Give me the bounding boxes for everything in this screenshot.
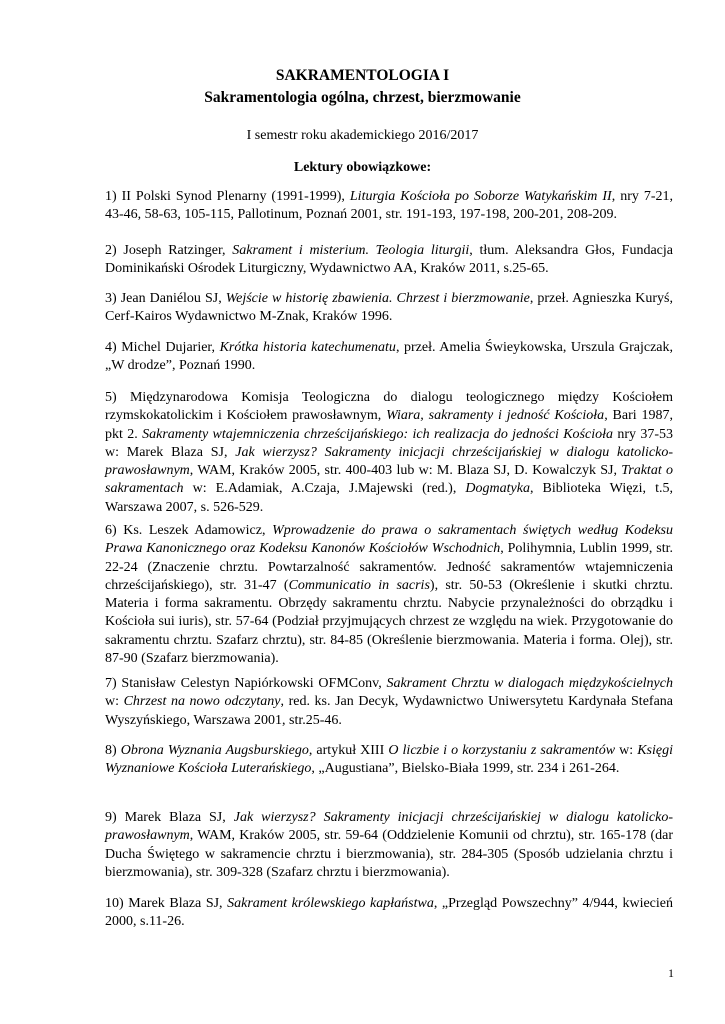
entry-text: w: E.Adamiak, A.Czaja, J.Majewski (red.), xyxy=(183,481,466,497)
entry-text: 9) Marek Blaza SJ, xyxy=(105,810,234,825)
entry-italic-text: Jak wierzysz? Sakramenty inicjacji chrześcijańskiej w dialogu katolicko-prawosławnym xyxy=(105,444,673,479)
entry-text: , „Augustiana”, Bielsko-Biała 1999, str. 234 i 261-264. xyxy=(311,761,620,777)
entry-italic-text: Liturgia Kościoła po Soborze Watykańskim II xyxy=(349,189,612,204)
entry-text: , nry 7-21, 43-46, 58-63, 105-115, Pallotinum, Poznań 2001, str. 191-193, 197-198, 200-201, 208-209. xyxy=(105,189,673,223)
reading-entry-3 xyxy=(105,290,673,327)
reading-entry-7 xyxy=(105,675,673,730)
entry-italic-text: Sakramenty wtajemniczenia chrześcijańskiego: ich realizacja do jedności Kościoła xyxy=(142,426,613,442)
reading-entry-6 xyxy=(105,522,673,668)
entry-text: , Bari 1987, pkt 2. xyxy=(105,408,673,442)
entry-text: , „Przegląd Powszechny” 4/944, kwiecień 2000, s.11-26. xyxy=(105,896,673,930)
entry-text: , Polihymnia, Lublin 1999, str. 22-24 (Znaczenie chrztu. Powtarzalność sakramentów. Jedność sakramentów wtajemniczenia chrześcijańskiego), str. 31-47 ( xyxy=(105,541,673,593)
entry-text: , przeł. Amelia Świeykowska, Urszula Grajczak, „W drodze”, Poznań 1990. xyxy=(105,340,674,374)
page-number: 1 xyxy=(668,966,674,980)
reading-entry-4 xyxy=(105,339,673,376)
entry-text: , red. ks. Jan Decyk, Wydawnictwo Uniwersytetu Kardynała Stefana Wyszyńskiego, Warszawa 2001, str.25-46. xyxy=(105,694,673,728)
required-readings-heading: Lektury obowiązkowe: xyxy=(293,160,432,175)
entry-text: ), str. 50-53 (Określenie i skutki chrztu. Materia i forma sakramentu. Obrzędy sakramentu chrztu. Nabycie przynależności do obrządku i Kościoła sui iuris), str. 57-64 (Podział przyjmujących chrzest ze względu na wiek. Przygotowanie do sakramentu chrztu. Szafarz chrztu), str. 84-85 (Określenie bierzmowania. Materia i forma. Olej), str. 87-90 (Szafarz bierzmowania). xyxy=(105,577,674,667)
entry-text: 1) II Polski Synod Plenarny (1991-1999), xyxy=(105,189,350,204)
entry-text: 2) Joseph Ratzinger, xyxy=(105,243,233,258)
entry-italic-text: O liczbie i o korzystaniu z sakramentów xyxy=(388,743,616,758)
entry-italic-text: Wejście w historię zbawienia. Chrzest i bierzmowanie xyxy=(225,291,530,306)
reading-entry-2 xyxy=(105,242,673,279)
entry-text: 8) xyxy=(105,743,121,758)
entry-text: 10) Marek Blaza SJ, xyxy=(105,896,228,911)
reading-entry-8 xyxy=(105,742,673,779)
entry-text: , tłum. Aleksandra Głos, Fundacja Dominikański Ośrodek Liturgiczny, Wydawnictwo AA, Kraków 2011, s.25-65. xyxy=(105,243,673,277)
entry-text: 4) Michel Dujarier, xyxy=(105,340,220,355)
entry-text: 3) Jean Daniélou SJ, xyxy=(105,291,226,306)
entry-text: w: xyxy=(105,694,124,710)
entry-text: , WAM, Kraków 2005, str. 59-64 (Oddzielenie Komunii od chrztu), str. 165-178 (dar Ducha Świętego w sakramencie chrztu i bierzmowania), str. 284-305 (Sposób udzielania chrztu i bierzmowania), str. 309-328 (Szafarz chrztu i bierzmowania). xyxy=(105,828,673,880)
entry-text: , Biblioteka Więzi, t.5, Warszawa 2007, s. 526-529. xyxy=(105,481,673,515)
reading-entry-9 xyxy=(105,809,673,882)
entry-italic-text: Sakrament królewskiego kapłaństwa xyxy=(227,896,434,911)
entry-text: , przeł. Agnieszka Kuryś, Cerf-Kairos Wydawnictwo M-Znak, Kraków 1996. xyxy=(105,291,673,325)
entry-text: , artykuł XIII xyxy=(308,743,389,758)
entry-text: 5) Międzynarodowa Komisja Teologiczna do dialogu teologicznego między Kościołem rzymskokatolickim i Kościołem prawosławnym, xyxy=(105,390,673,424)
entry-italic-text: Jak wierzysz? Sakramenty inicjacji chrześcijańskiej w dialogu katolicko-prawosławnym xyxy=(105,810,673,844)
reading-entry-10 xyxy=(105,895,673,932)
semester-line: I semestr roku akademickiego 2016/2017 xyxy=(246,128,479,143)
entry-italic-text: Traktat o sakramentach xyxy=(105,463,673,497)
document-subtitle: Sakramentologia ogólna, chrzest, bierzmowanie xyxy=(204,89,521,106)
reading-entry-5 xyxy=(105,389,673,517)
entry-text: 7) Stanisław Celestyn Napiórkowski OFMConv, xyxy=(105,676,387,691)
reading-entry-1 xyxy=(105,188,673,225)
entry-text: nry 37-53 w: Marek Blaza SJ, xyxy=(105,426,673,460)
entry-text: w: xyxy=(615,743,638,758)
entry-italic-text: Dogmatyka xyxy=(465,481,530,497)
entry-italic-text: Księgi Wyznaniowe Kościoła Luterańskiego xyxy=(105,743,673,777)
entry-text: , WAM, Kraków 2005, str. 400-403 lub w: M. Blaza SJ, D. Kowalczyk SJ, xyxy=(189,463,622,479)
document-title: SAKRAMENTOLOGIA I xyxy=(275,67,450,84)
entry-italic-text: Chrzest na nowo odczytany xyxy=(123,694,281,710)
entry-italic-text: Communicatio in sacris xyxy=(288,577,430,593)
entry-italic-text: Krótka historia katechumenatu xyxy=(219,340,396,355)
entry-italic-text: Sakrament i misterium. Teologia liturgii xyxy=(232,243,470,258)
entry-italic-text: Obrona Wyznania Augsburskiego xyxy=(120,743,309,758)
entry-italic-text: Wprowadzenie do prawa o sakramentach świętych według Kodeksu Prawa Kanonicznego oraz Kodeksu Kanonów Kościołów Wschodnich xyxy=(105,523,674,557)
entry-text: 6) Ks. Leszek Adamowicz, xyxy=(105,523,273,538)
entry-italic-text: Sakrament Chrztu w dialogach międzykościelnych xyxy=(386,676,673,691)
entry-italic-text: Wiara, sakramenty i jedność Kościoła xyxy=(386,408,605,424)
